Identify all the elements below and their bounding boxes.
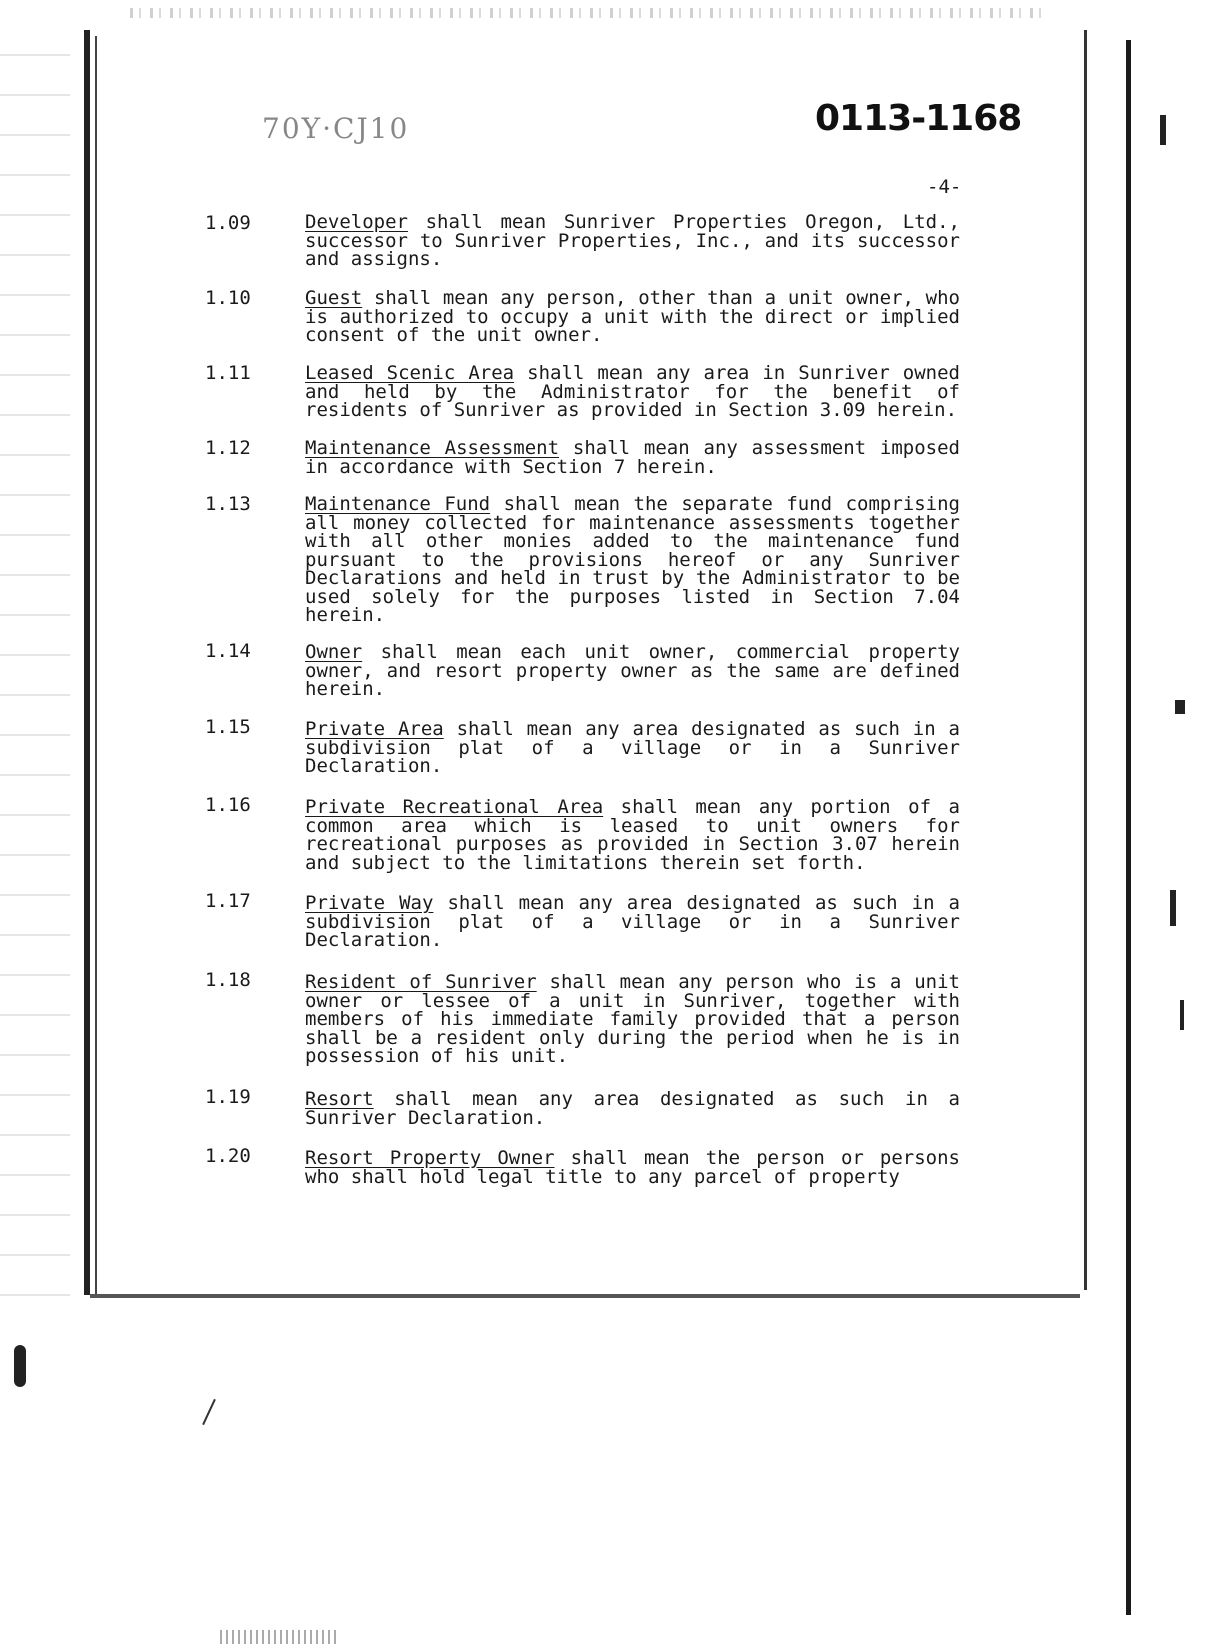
definition-number: 1.14	[205, 640, 251, 662]
scan-mark	[1180, 1000, 1184, 1030]
definition-text	[305, 439, 960, 476]
scan-noise-left	[0, 40, 70, 1320]
definition-body: shall mean any area designated as such in a subdivision plat of a village or in a Sunriver Declaration.	[305, 892, 960, 951]
definition-text	[305, 798, 960, 872]
definition-text	[305, 973, 960, 1066]
definition-term: Leased Scenic Area	[305, 362, 515, 384]
definition-term: Resident of Sunriver	[305, 971, 537, 993]
page-border-right	[1126, 40, 1131, 1615]
definition-body: shall mean any area designated as such in a Sunriver Declaration.	[305, 1088, 960, 1129]
definition-body: shall mean any area designated as such in a subdivision plat of a village or in a Sunriver Declaration.	[305, 718, 960, 777]
scan-noise-bottom	[220, 1630, 340, 1644]
scan-mark	[1175, 700, 1185, 714]
definition-text	[305, 720, 960, 776]
definition-term: Resort Property Owner	[305, 1147, 555, 1169]
page-border-bottom	[90, 1294, 1080, 1298]
definition-term: Maintenance Fund	[305, 493, 491, 515]
definition-term: Private Way	[305, 892, 434, 914]
definition-body: shall mean Sunriver Properties Oregon, Ltd., successor to Sunriver Properties, Inc., and its successor and assigns.	[305, 211, 960, 270]
scan-noise-top	[130, 8, 1050, 18]
definition-text	[305, 1090, 960, 1127]
definition-number: 1.15	[205, 716, 251, 738]
definition-body: shall mean any area in Sunriver owned and held by the Administrator for the benefit of residents of Sunriver as provided in Section 3.09 herein.	[305, 362, 960, 421]
document-number: 0113-1168	[815, 98, 1022, 139]
scan-mark	[1170, 890, 1176, 926]
definition-number: 1.10	[205, 287, 251, 309]
definition-text	[305, 213, 960, 269]
definition-number: 1.17	[205, 890, 251, 912]
definition-text	[305, 289, 960, 345]
faded-stamp: 70Y·CJ10	[262, 112, 410, 145]
definition-body: shall mean the separate fund comprising all money collected for maintenance assessments together with all other monies added to the maintenance fund pursuant to the provisions hereof or any Sunriver Declarations and held in trust by the Administrator to be used solely for the purposes listed in Section 7.04 herein.	[305, 493, 961, 626]
scan-mark	[1160, 115, 1166, 145]
definition-term: Owner	[305, 641, 363, 663]
definition-number: 1.18	[205, 969, 251, 991]
scan-mark	[14, 1345, 26, 1387]
definition-term: Private Recreational Area	[305, 796, 604, 818]
definition-term: Guest	[305, 287, 363, 309]
page-border-left-inner	[95, 36, 97, 1296]
definition-text	[305, 364, 960, 420]
definition-number: 1.20	[205, 1145, 251, 1167]
definition-number: 1.12	[205, 437, 251, 459]
definition-text	[305, 643, 960, 699]
definition-number: 1.19	[205, 1086, 251, 1108]
page-border-right-inner	[1084, 30, 1087, 1290]
definition-text	[305, 495, 960, 625]
definition-number: 1.09	[205, 212, 251, 234]
definition-term: Resort	[305, 1088, 374, 1110]
definition-body: shall mean any assessment imposed in accordance with Section 7 herein.	[305, 437, 960, 478]
definition-number: 1.11	[205, 362, 251, 384]
definition-term: Maintenance Assessment	[305, 437, 560, 459]
definition-term: Private Area	[305, 718, 444, 740]
definition-term: Developer	[305, 211, 408, 233]
page-border-left	[84, 30, 90, 1295]
scan-slash-mark	[202, 1399, 216, 1425]
definition-body: shall mean each unit owner, commercial property owner, and resort property owner as the same are defined herein.	[305, 641, 960, 700]
definition-text	[305, 1149, 960, 1186]
definition-text	[305, 894, 960, 950]
definition-number: 1.13	[205, 493, 251, 515]
definition-number: 1.16	[205, 794, 251, 816]
definition-body: shall mean any portion of a common area which is leased to unit owners for recreational purposes as provided in Section 3.07 herein and subject to the limitations therein set forth.	[305, 796, 960, 874]
definition-body: shall mean the person or persons who shall hold legal title to any parcel of property	[305, 1147, 960, 1188]
definition-body: shall mean any person, other than a unit owner, who is authorized to occupy a unit with the direct or implied consent of the unit owner.	[305, 287, 960, 346]
definition-body: shall mean any person who is a unit owner or lessee of a unit in Sunriver, together with members of his immediate family provided that a person shall be a resident only during the period when he is in possession of his unit.	[305, 971, 960, 1067]
page-number: -4-	[927, 176, 962, 198]
